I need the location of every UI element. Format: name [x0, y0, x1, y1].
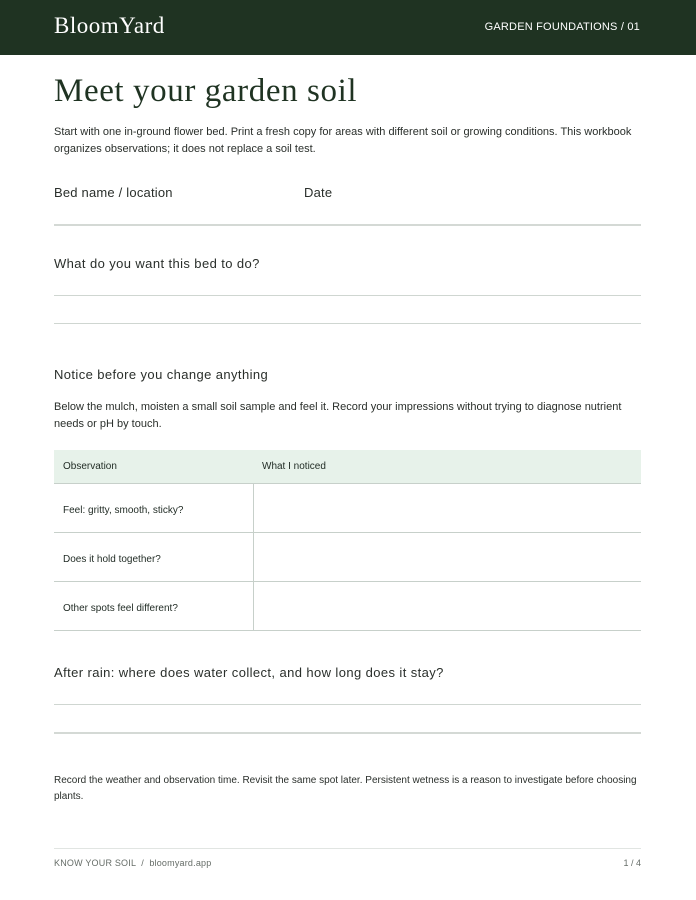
brand-logo-text: BloomYard [54, 13, 165, 38]
purpose-write-line-2[interactable] [54, 323, 641, 324]
section-tag: GARDEN FOUNDATIONS / 01 [484, 21, 640, 33]
bed-name-write-line[interactable] [54, 224, 641, 226]
notice-instructions: Below the mulch, moisten a small soil sample and feel it. Record your impressions without trying to diagnose nutrient needs or pH by touch. [54, 401, 622, 430]
column-header-noticed: What I noticed [253, 450, 641, 483]
top-header-bar [0, 0, 696, 55]
observation-cell: Feel: gritty, smooth, sticky? [54, 483, 253, 532]
noticed-cell[interactable] [253, 581, 641, 630]
observation-cell: Does it hold together? [54, 532, 253, 581]
bed-name-label: Bed name / location [54, 185, 173, 200]
observation-cell: Other spots feel different? [54, 581, 253, 630]
table-row [54, 532, 641, 581]
footer-divider [54, 848, 641, 849]
table-row [54, 483, 641, 532]
intro-paragraph: Start with one in-ground flower bed. Print a fresh copy for areas with different soil or growing conditions. This workbook organizes observations; it does not replace a soil test. [54, 126, 632, 155]
date-label: Date [304, 185, 333, 200]
noticed-cell[interactable] [253, 483, 641, 532]
observation-table [54, 450, 641, 631]
footer-label: KNOW YOUR SOIL / bloomyard.app [54, 858, 212, 868]
purpose-heading: What do you want this bed to do? [54, 256, 260, 271]
table-row [54, 581, 641, 630]
rain-write-line-2[interactable] [54, 732, 641, 734]
page-title: Meet your garden soil [54, 73, 358, 109]
rain-write-line-1[interactable] [54, 704, 641, 705]
rain-note: Record the weather and observation time. Revisit the same spot later. Persistent wetness is a reason to investigate before choosing plants. [54, 775, 637, 802]
noticed-cell[interactable] [253, 532, 641, 581]
table-header-row [54, 450, 641, 483]
purpose-write-line-1[interactable] [54, 295, 641, 296]
rain-heading: After rain: where does water collect, and how long does it stay? [54, 665, 444, 680]
page-number: 1 / 4 [623, 858, 641, 868]
notice-heading: Notice before you change anything [54, 367, 269, 382]
column-header-observation: Observation [54, 450, 253, 483]
